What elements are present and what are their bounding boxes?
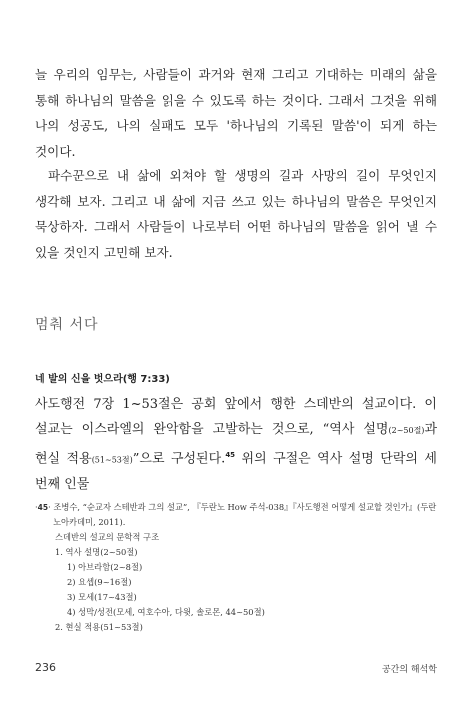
footnote-outline-subitem: 1) 아브라함(2~8절) — [67, 562, 143, 572]
footnote-outline-subitem: 3) 모세(17~43절) — [67, 592, 137, 602]
footnote-outline-item: 2. 현실 적용(51~53절) — [55, 622, 143, 632]
section-title: 멈춰 서다 — [35, 317, 99, 333]
footnote-outline-subitem: 4) 성막/성전(모세, 여호수아, 다윗, 솔로몬, 44~50절) — [67, 607, 265, 617]
body-paragraph-3 — [35, 392, 437, 497]
section-subheading: 네 발의 신을 벗으라(행 7:33) — [35, 374, 170, 385]
footnote-block — [35, 500, 437, 635]
verse-ref-history: (2~50절) — [388, 426, 425, 435]
p3-text-3: ”으로 구성된다. — [132, 451, 226, 467]
body-paragraph-1: 늘 우리의 임무는, 사람들이 과거와 현재 그리고 기대하는 미래의 삶을 통해 하나님의 말씀을 읽을 수 있도록 하는 것이다. 그래서 그것을 위해 나의 성공도, 나의 실패도 모두 '하나님의 기록된 말씀'이 되게 하는 것이다. — [35, 67, 437, 159]
footnote-outline-subitem: 2) 요셉(9~16절) — [67, 577, 132, 587]
p3-text-2: 과 현실 적용 — [35, 422, 437, 467]
p3-text-4: 위의 구절은 역사 설명 단락의 세 번째 인물 — [35, 451, 437, 493]
page-number: 236 — [35, 661, 56, 674]
footnote-structure-title: 스데반의 설교의 문학적 구조 — [55, 532, 160, 542]
p3-text-1: 사도행전 7장 1~53절은 공회 앞에서 행한 스데반의 설교이다. 이 설교는 이스라엘의 완악함을 고발하는 것으로, “역사 설명 — [35, 397, 437, 437]
footnote-reference: 45 — [225, 451, 236, 459]
footnote-main: ·45· 조병수, “순교자 스테반과 그의 설교”, 『두란노 How 주석-038』『사도행전 어떻게 설교할 것인가』(두란노아카데미, 2011). — [35, 502, 437, 527]
footnote-citation: 조병수, “순교자 스테반과 그의 설교”, 『두란노 How 주석-038』『사도행전 어떻게 설교할 것인가』(두란노아카데미, 2011). — [53, 502, 437, 527]
footnote-number: 45 — [37, 503, 49, 512]
body-paragraph-2: 파수꾼으로 내 삶에 외쳐야 할 생명의 길과 사망의 길이 무엇인지 생각해 보자. 그리고 내 삶에 지금 쓰고 있는 하나님의 말씀은 무엇인지 묵상하자. 그래서 사람들이 나로부터 어떤 하나님의 말씀을 읽어 낼 수 있을 것인지 고민해 보자. — [35, 168, 437, 260]
running-footer-title: 공간의 해석학 — [381, 665, 437, 675]
verse-ref-application: (51~53절) — [91, 455, 133, 465]
footnote-outline-item: 1. 역사 설명(2~50절) — [55, 547, 138, 557]
